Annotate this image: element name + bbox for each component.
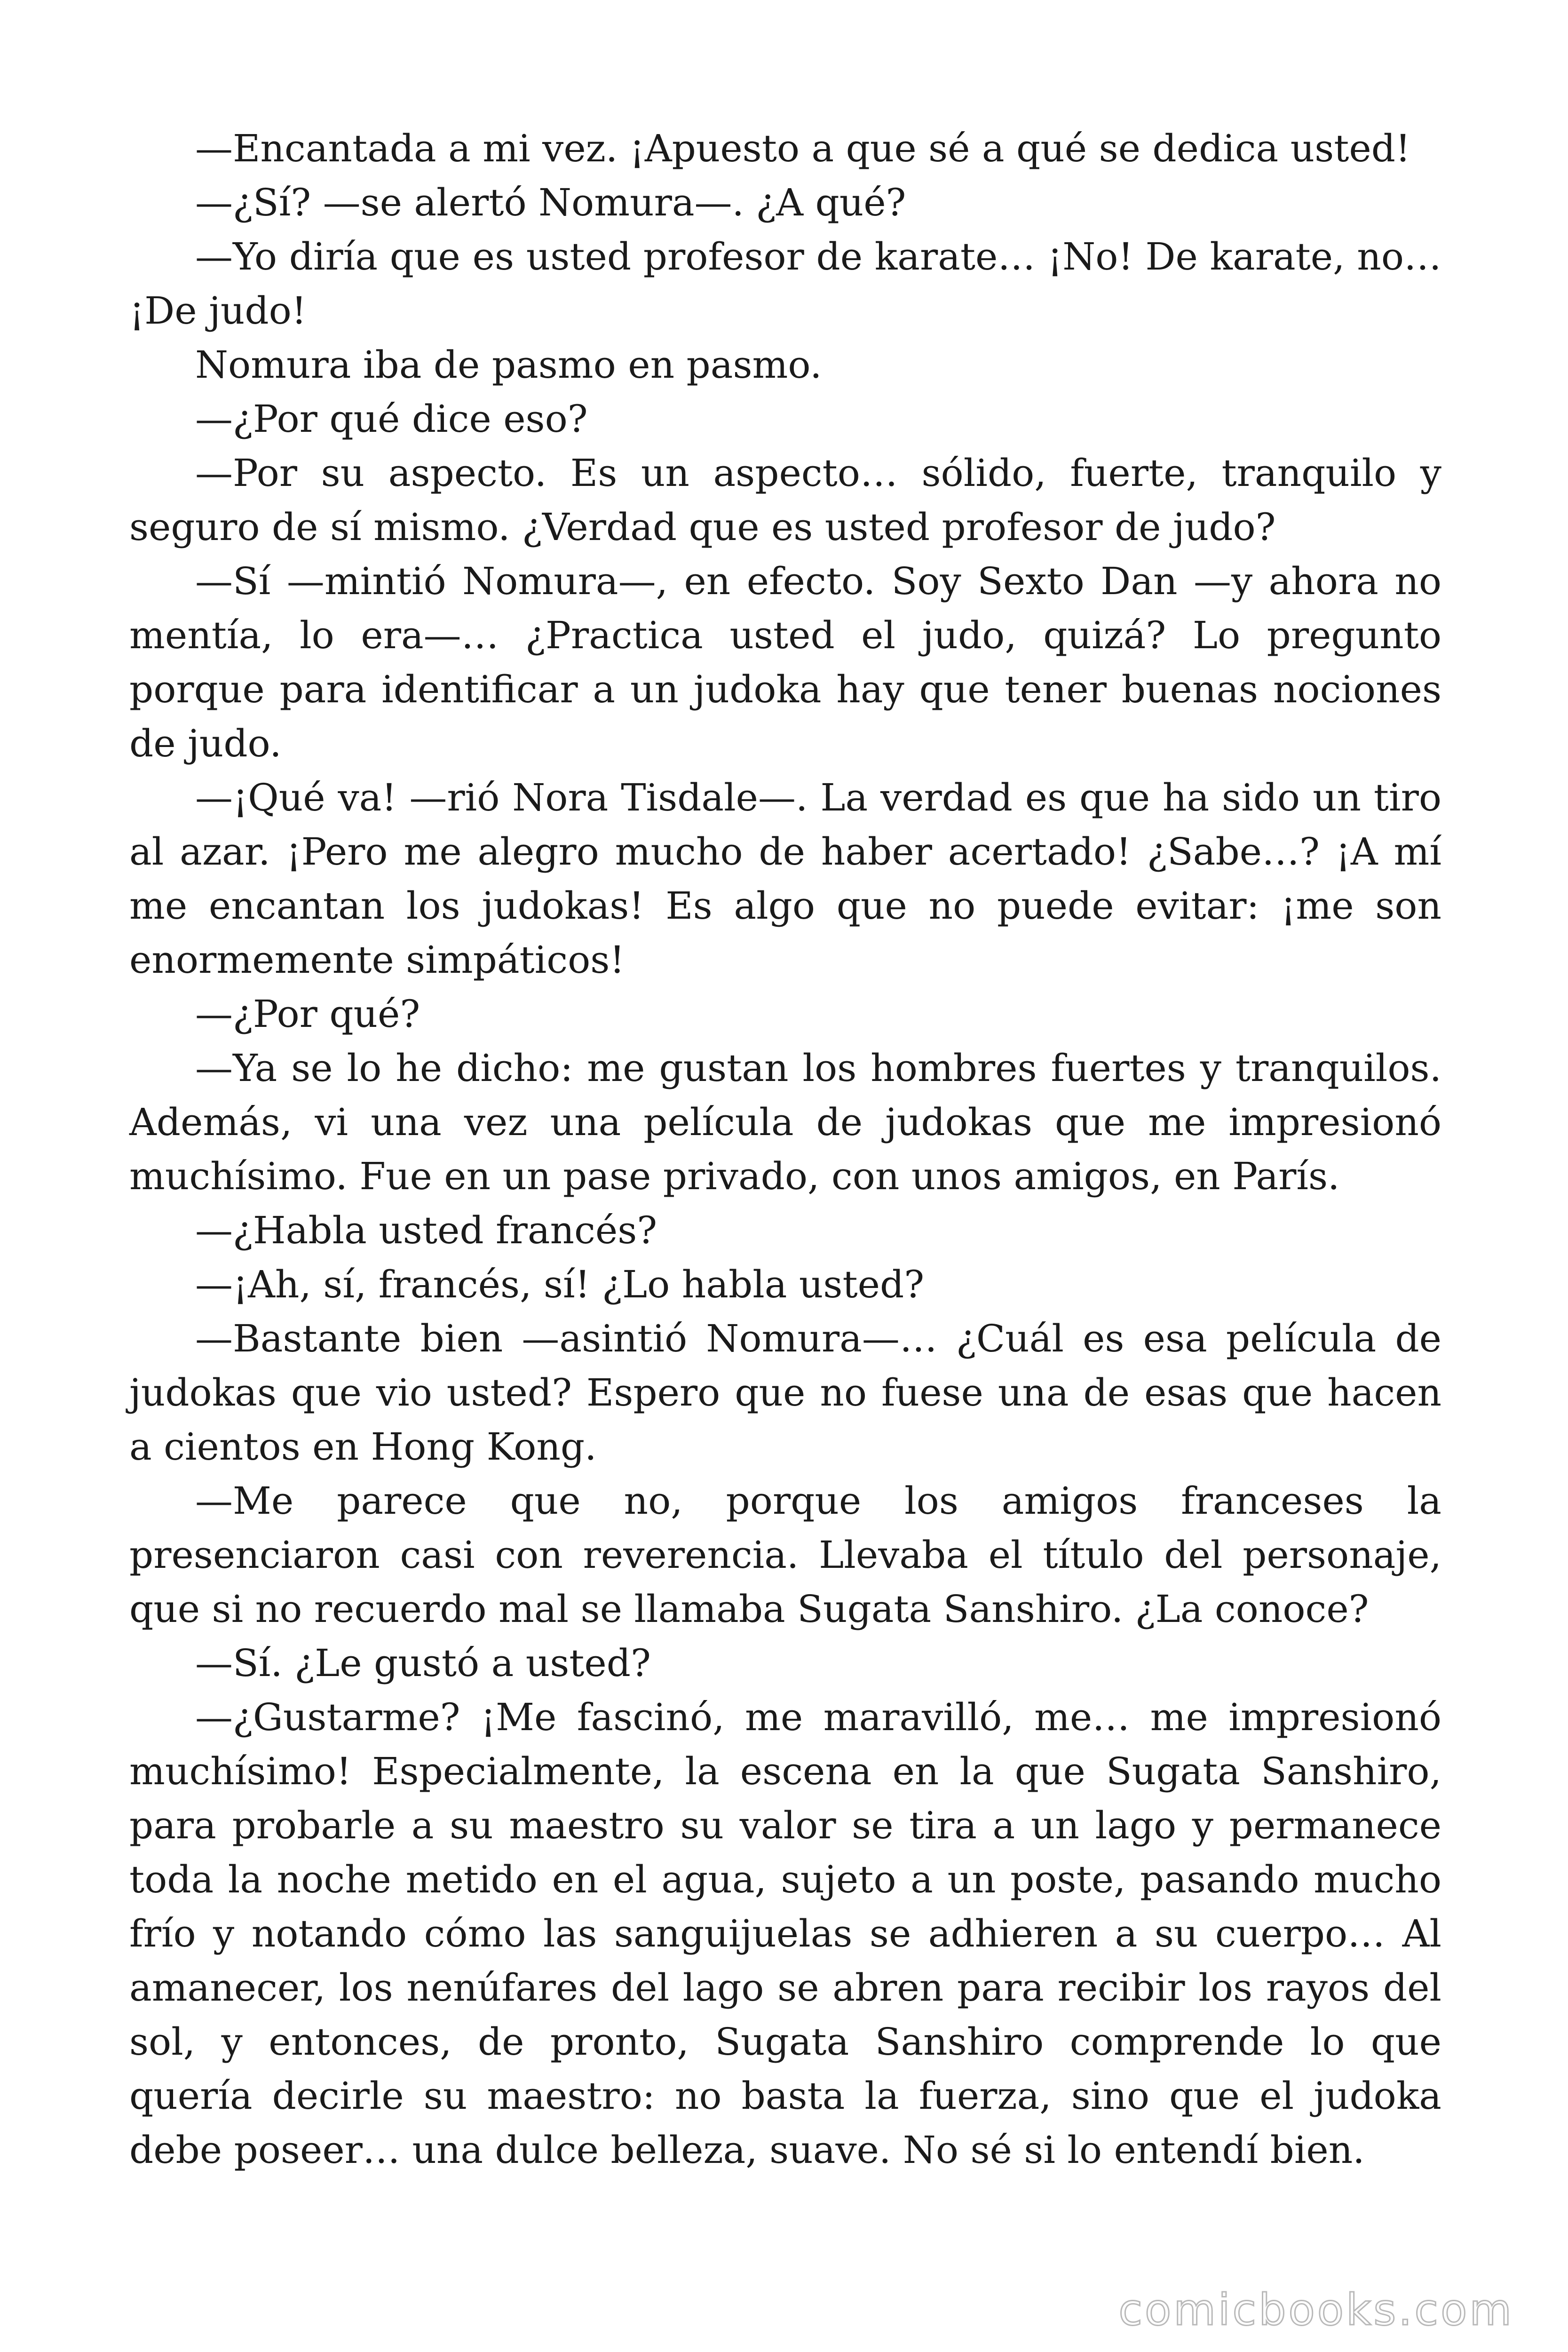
- paragraph: Nomura iba de pasmo en pasmo.: [195, 343, 822, 387]
- paragraph: —Me parece que no, porque los amigos franceses la presenciaron casi con reverencia. Llevaba el título del personaje, que si no recuerdo mal se llamaba Sugata Sanshiro. ¿La conoce?: [129, 1479, 1441, 1631]
- paragraph: —¡Qué va! —rió Nora Tisdale—. La verdad es que ha sido un tiro al azar. ¡Pero me alegro mucho de haber acertado! ¿Sabe…? ¡A mí me encantan los judokas! Es algo que no puede evitar: ¡me son enormemente simpáticos!: [129, 776, 1441, 982]
- paragraph: —¿Gustarme? ¡Me fascinó, me maravilló, me… me impresionó muchísimo! Especialmente, la escena en la que Sugata Sanshiro, para probarle a su maestro su valor se tira a un lago y permanece toda la noche metido en el agua, sujeto a un poste, pasando mucho frío y notando cómo las sanguijuelas se adhieren a su cuerpo… Al amanecer, los nenúfares del lago se abren para recibir los rayos del sol, y entonces, de pronto, Sugata Sanshiro comprende lo que quería decirle su maestro: no basta la fuerza, sino que el judoka debe poseer… una dulce belleza, suave. No sé si lo entendí bien.: [129, 1695, 1441, 2172]
- paragraph: —¿Habla usted francés?: [195, 1208, 657, 1252]
- paragraph: —¿Por qué?: [195, 992, 420, 1036]
- paragraph: —¿Por qué dice eso?: [195, 397, 588, 441]
- paragraph: —Sí —mintió Nomura—, en efecto. Soy Sexto Dan —y ahora no mentía, lo era—… ¿Practica usted el judo, quizá? Lo pregunto porque para identificar a un judoka hay que tener buenas nociones de judo.: [129, 559, 1441, 765]
- paragraph: —¿Sí? —se alertó Nomura—. ¿A qué?: [195, 181, 906, 224]
- paragraph: —Encantada a mi vez. ¡Apuesto a que sé a qué se dedica usted!: [195, 127, 1411, 170]
- watermark: comicbooks.com: [1118, 2285, 1514, 2335]
- paragraph: —Sí. ¿Le gustó a usted?: [195, 1641, 651, 1685]
- paragraph: —Por su aspecto. Es un aspecto… sólido, fuerte, tranquilo y seguro de sí mismo. ¿Verdad que es usted profesor de judo?: [129, 451, 1441, 549]
- paragraph: —¡Ah, sí, francés, sí! ¿Lo habla usted?: [195, 1263, 925, 1306]
- paragraph: —Ya se lo he dicho: me gustan los hombres fuertes y tranquilos. Además, vi una vez una película de judokas que me impresionó muchísimo. Fue en un pase privado, con unos amigos, en París.: [129, 1046, 1441, 1198]
- page-body-text: [129, 121, 1441, 2177]
- paragraph: —Yo diría que es usted profesor de karate… ¡No! De karate, no… ¡De judo!: [129, 235, 1441, 333]
- paragraph: —Bastante bien —asintió Nomura—… ¿Cuál es esa película de judokas que vio usted? Espero que no fuese una de esas que hacen a cientos en Hong Kong.: [129, 1317, 1441, 1469]
